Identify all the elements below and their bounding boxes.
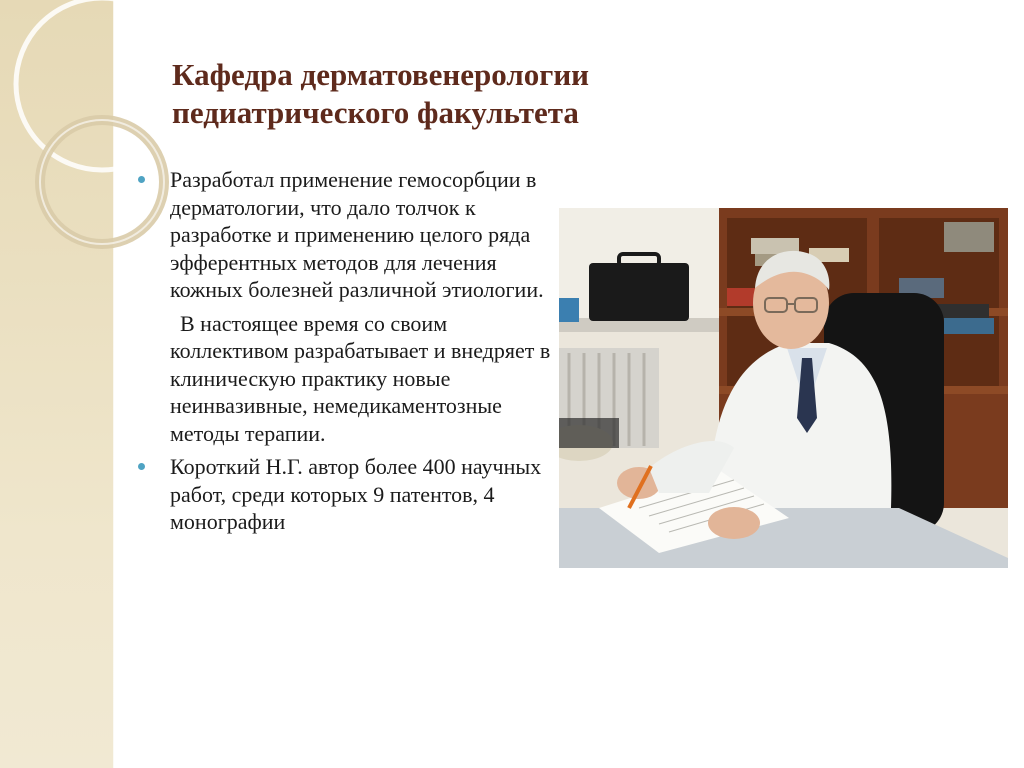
bullet-paragraph: Разработал применение гемосорбции в дерматологии, что дало толчок к разработке и применению целого ряда эфферентных методов для лечения кожных болезней различной этиологии. xyxy=(170,167,544,302)
photo-illustration xyxy=(559,208,1008,568)
bullet-item xyxy=(138,453,558,536)
bullet-list-container xyxy=(138,166,558,542)
slide-title-line-1: Кафедра дерматовенерологии xyxy=(172,57,590,92)
bullet-paragraph: В настоящее время со своим коллективом разрабатывает и внедряет в клиническую практику новые неинвазивные, немедикаментозные методы терапии. xyxy=(170,310,551,446)
slide-title-line-2: педиатрического факультета xyxy=(172,95,579,130)
bullet-dot-icon xyxy=(138,176,145,183)
bullet-list xyxy=(138,166,558,536)
portrait-photo xyxy=(559,208,1008,568)
bullet-paragraph: Короткий Н.Г. автор более 400 научных работ, среди которых 9 патентов, 4 монографии xyxy=(170,454,542,534)
bullet-dot-icon xyxy=(138,463,145,470)
bullet-item xyxy=(138,166,558,447)
slide-title xyxy=(172,56,932,132)
